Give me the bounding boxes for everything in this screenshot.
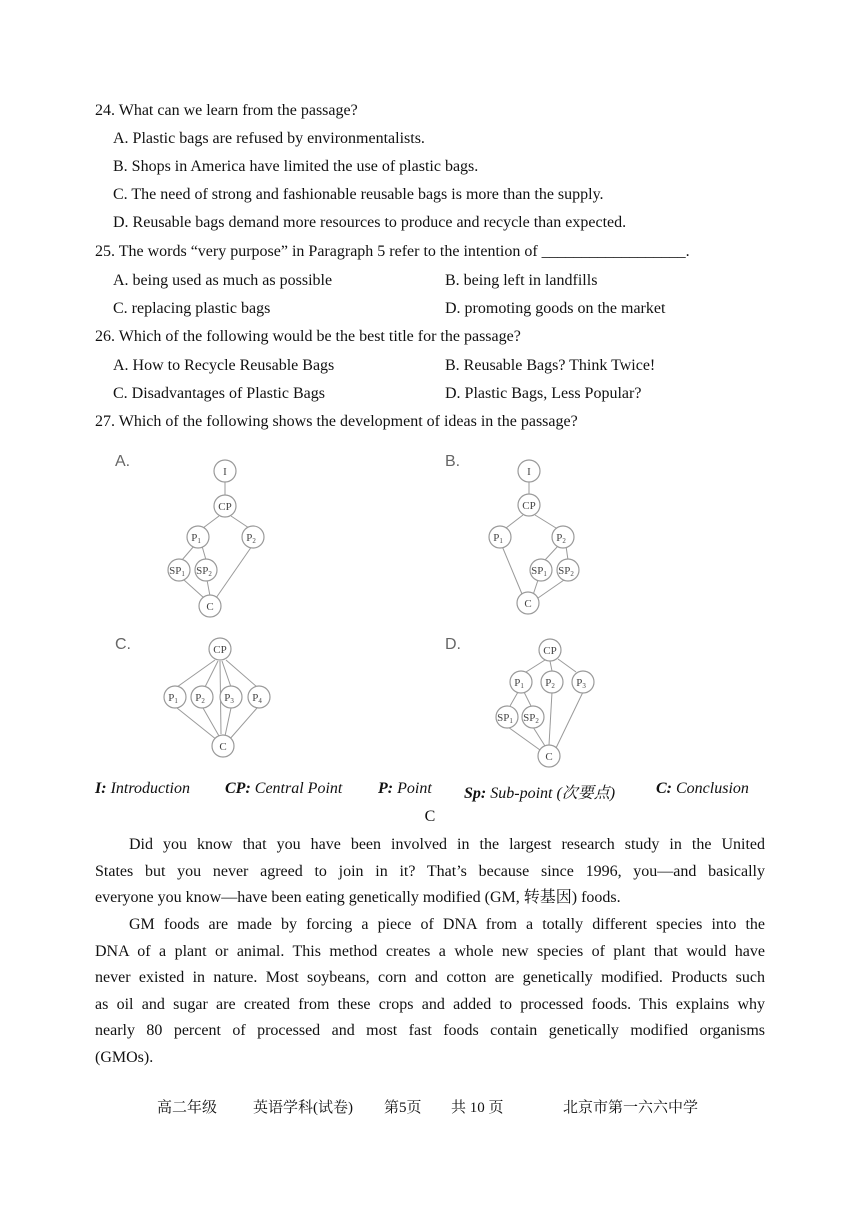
- node-sub-point-1: SP1: [531, 565, 547, 578]
- node-central-point: CP: [543, 645, 557, 657]
- node-point-2: P2: [246, 532, 256, 545]
- node-point-1: P1: [191, 532, 201, 545]
- legend-sub-point: Sp: Sub-point (次要点): [464, 785, 616, 802]
- passage-paragraph-1: [95, 832, 765, 912]
- node-central-point: CP: [218, 501, 232, 513]
- legend-point: P: Point: [378, 780, 432, 797]
- passage-paragraph-2: [95, 912, 765, 1071]
- q24-option-b: B. Shops in America have limited the use of plastic bags.: [113, 158, 479, 175]
- question-27-stem: 27. Which of the following shows the development of ideas in the passage?: [95, 413, 578, 430]
- node-sub-point-1: SP1: [497, 712, 513, 725]
- footer-grade: 高二年级: [157, 1100, 218, 1116]
- node-point-1: P1: [514, 677, 524, 690]
- node-central-point: CP: [213, 644, 227, 656]
- footer-school: 北京市第一六六中学: [563, 1100, 699, 1116]
- diagram-c: [155, 632, 285, 762]
- q25-option-c: C. replacing plastic bags: [113, 300, 271, 317]
- question-24-stem: 24. What can we learn from the passage?: [95, 102, 358, 119]
- diagram-a: [150, 450, 290, 625]
- footer-page-number: 第5页: [384, 1100, 422, 1116]
- diagram-d-label: D.: [445, 636, 461, 653]
- legend-central-point: CP: Central Point: [225, 780, 343, 797]
- node-point-2: P2: [545, 677, 555, 690]
- paragraph-line: (GMOs).: [95, 1048, 154, 1066]
- node-sub-point-2: SP2: [558, 565, 574, 578]
- diagram-b-label: B.: [445, 453, 461, 470]
- q25-option-a: A. being used as much as possible: [113, 272, 333, 289]
- paragraph-line: GM foods are made by forcing a piece of DNA from a totally different species into the: [129, 916, 765, 933]
- node-introduction: I: [223, 466, 227, 478]
- paragraph-line: DNA of a plant or animal. This method creates a whole new species of plant that would have: [95, 942, 765, 960]
- node-conclusion: C: [219, 741, 227, 753]
- node-central-point: CP: [522, 500, 536, 512]
- node-point-1: P1: [168, 692, 178, 705]
- q25-option-b: B. being left in landfills: [445, 272, 598, 289]
- footer-total-pages: 共 10 页: [451, 1100, 504, 1116]
- question-26-stem: 26. Which of the following would be the best title for the passage?: [95, 328, 521, 345]
- q24-option-a: A. Plastic bags are refused by environmentalists.: [113, 130, 425, 147]
- legend-introduction: I: Introduction: [95, 780, 190, 797]
- paragraph-line: everyone you know—have been eating genetically modified (GM, 转基因) foods.: [95, 889, 621, 906]
- q24-option-d: D. Reusable bags demand more resources to produce and recycle than expected.: [113, 214, 627, 231]
- q26-option-d: D. Plastic Bags, Less Popular?: [445, 385, 642, 402]
- paragraph-line: Did you know that you have been involved in the largest research study in the United: [129, 836, 765, 853]
- node-conclusion: C: [524, 598, 532, 610]
- node-point-2: P2: [195, 692, 205, 705]
- paragraph-line: as oil and sugar are created from these crops and added to processed foods. This explains why: [95, 995, 765, 1013]
- section-letter: C: [424, 808, 436, 825]
- q24-option-c: C. The need of strong and fashionable reusable bags is more than the supply.: [113, 186, 604, 203]
- paragraph-line: never existed in nature. Most soybeans, corn and cotton are genetically modified. Products such: [95, 969, 765, 986]
- diagram-b: [478, 450, 618, 620]
- node-point-1: P1: [493, 532, 503, 545]
- node-sub-point-2: SP2: [523, 712, 539, 725]
- q26-option-a: A. How to Recycle Reusable Bags: [113, 357, 335, 374]
- diagram-a-label: A.: [115, 453, 131, 470]
- q25-option-d: D. promoting goods on the market: [445, 300, 666, 317]
- paragraph-line: States but you never agreed to join in it? That’s because since 1996, you—and basically: [95, 862, 765, 880]
- node-point-4: P4: [252, 692, 262, 705]
- legend-conclusion: C: Conclusion: [656, 780, 749, 797]
- node-point-2: P2: [556, 532, 566, 545]
- node-sub-point-2: SP2: [196, 565, 212, 578]
- diagram-d: [488, 634, 618, 769]
- node-introduction: I: [527, 466, 531, 478]
- node-conclusion: C: [206, 601, 214, 613]
- node-point-3: P3: [224, 692, 234, 705]
- q26-option-b: B. Reusable Bags? Think Twice!: [445, 357, 656, 374]
- footer-subject: 英语学科(试卷): [253, 1100, 353, 1116]
- question-25-stem: 25. The words “very purpose” in Paragraph 5 refer to the intention of __________________.: [95, 243, 690, 260]
- node-conclusion: C: [545, 751, 553, 763]
- node-point-3: P3: [576, 677, 586, 690]
- node-sub-point-1: SP1: [169, 565, 185, 578]
- diagram-c-label: C.: [115, 636, 131, 653]
- paragraph-line: nearly 80 percent of processed and most fast foods contain genetically modified organisms: [95, 1022, 765, 1039]
- q26-option-c: C. Disadvantages of Plastic Bags: [113, 385, 325, 402]
